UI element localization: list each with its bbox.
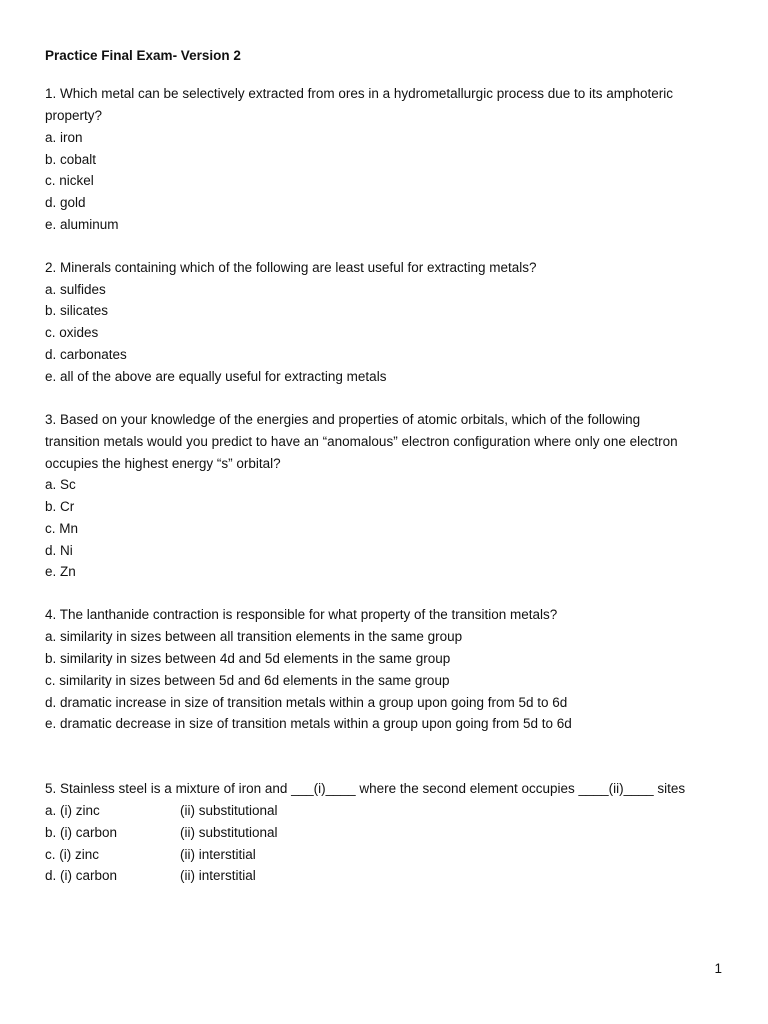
question-1-option-e: e. aluminum [45, 217, 119, 232]
question-5-option-b-part-1: b. (i) carbon [45, 825, 118, 840]
question-4-option-c: c. similarity in sizes between 5d and 6d elements in the same group [45, 673, 450, 688]
page-title: Practice Final Exam- Version 2 [45, 48, 241, 63]
question-5-option-c-part-1: c. (i) zinc [45, 847, 99, 862]
question-1-option-d: d. gold [45, 195, 86, 210]
question-5-option-a-part-1: a. (i) zinc [45, 803, 100, 818]
question-5-option-b-part-2: (ii) substitutional [180, 825, 278, 840]
question-1-stem-line-2: property? [45, 108, 103, 123]
question-1-stem-line-1: 1. Which metal can be selectively extracted from ores in a hydrometallurgic process due to its amphoteric [45, 86, 674, 101]
question-2-option-e: e. all of the above are equally useful for extracting metals [45, 369, 387, 384]
question-1-option-c: c. nickel [45, 173, 94, 188]
question-3-stem-line-3: occupies the highest energy “s” orbital? [45, 456, 281, 471]
question-3-stem-line-2: transition metals would you predict to have an “anomalous” electron configuration where only one electron [45, 434, 678, 449]
question-3-option-b: b. Cr [45, 499, 75, 514]
question-4-option-d: d. dramatic increase in size of transition metals within a group upon going from 5d to 6d [45, 695, 568, 710]
question-5-option-c-part-2: (ii) interstitial [180, 847, 256, 862]
question-5-stem: 5. Stainless steel is a mixture of iron and ___(i)____ where the second element occupies ____(ii)____ sites [45, 781, 686, 796]
question-2-stem: 2. Minerals containing which of the following are least useful for extracting metals? [45, 260, 537, 275]
question-4-option-a: a. similarity in sizes between all transition elements in the same group [45, 629, 463, 644]
question-4-stem: 4. The lanthanide contraction is responsible for what property of the transition metals? [45, 607, 558, 622]
question-3-option-c: c. Mn [45, 521, 79, 536]
question-2-option-b: b. silicates [45, 303, 109, 318]
question-2-option-d: d. carbonates [45, 347, 127, 362]
question-1-option-a: a. iron [45, 130, 83, 145]
question-4-option-e: e. dramatic decrease in size of transition metals within a group upon going from 5d to 6d [45, 716, 572, 731]
question-2-option-a: a. sulfides [45, 282, 106, 297]
question-3-option-a: a. Sc [45, 477, 76, 492]
question-4-option-b: b. similarity in sizes between 4d and 5d elements in the same group [45, 651, 451, 666]
question-5-option-d-part-1: d. (i) carbon [45, 868, 118, 883]
question-3-option-e: e. Zn [45, 564, 76, 579]
question-3-stem-line-1: 3. Based on your knowledge of the energies and properties of atomic orbitals, which of the following [45, 412, 641, 427]
page-number: 1 [714, 961, 722, 976]
question-5-option-d-part-2: (ii) interstitial [180, 868, 256, 883]
question-2-option-c: c. oxides [45, 325, 99, 340]
question-1-option-b: b. cobalt [45, 152, 97, 167]
question-3-option-d: d. Ni [45, 543, 73, 558]
question-5-option-a-part-2: (ii) substitutional [180, 803, 278, 818]
